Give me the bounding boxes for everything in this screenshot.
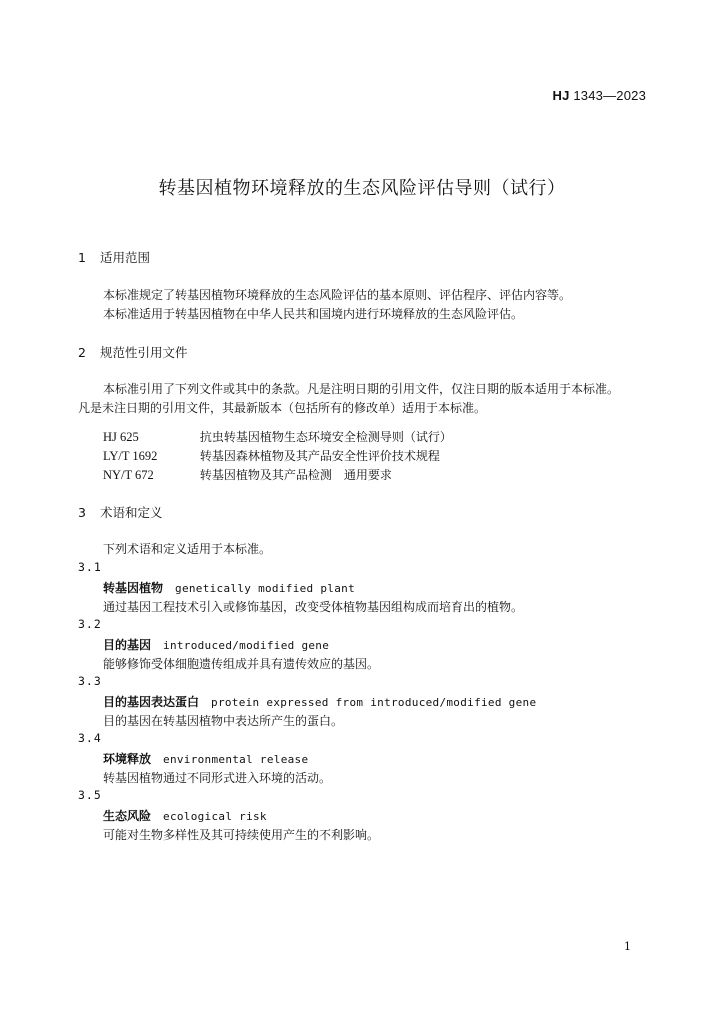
term-number: 3.1 bbox=[78, 560, 102, 574]
term-english: ecological risk bbox=[163, 810, 267, 823]
term-english: genetically modified plant bbox=[175, 582, 356, 595]
section-number: 1 bbox=[78, 250, 86, 265]
reference-title: 转基因植物及其产品检测 通用要求 bbox=[199, 468, 392, 482]
reference-title: 抗虫转基因植物生态环境安全检测导则（试行） bbox=[199, 430, 452, 444]
term-definition: 通过基因工程技术引入或修饰基因，改变受体植物基因组构成而培育出的植物。 bbox=[103, 600, 524, 614]
reference-code: LY/T 1692 bbox=[103, 449, 158, 463]
standard-code-prefix: HJ bbox=[552, 88, 570, 103]
term-definition: 目的基因在转基因植物中表达所产生的蛋白。 bbox=[103, 714, 344, 728]
term-english: environmental release bbox=[163, 753, 309, 766]
section-number: 2 bbox=[78, 345, 86, 360]
term-heading bbox=[103, 636, 329, 653]
section-3-intro: 下列术语和定义适用于本标准。 bbox=[103, 542, 272, 556]
section-1-heading bbox=[78, 248, 150, 266]
section-2-heading bbox=[78, 343, 188, 361]
term-number: 3.3 bbox=[78, 674, 102, 688]
reference-row bbox=[103, 428, 452, 445]
term-chinese: 生态风险 bbox=[103, 809, 152, 823]
term-chinese: 目的基因 bbox=[103, 638, 152, 652]
term-heading bbox=[103, 579, 355, 596]
term-english: introduced/modified gene bbox=[163, 639, 330, 652]
term-number: 3.4 bbox=[78, 731, 102, 745]
term-definition: 转基因植物通过不同形式进入环境的活动。 bbox=[103, 771, 332, 785]
section-3-heading bbox=[78, 503, 163, 521]
reference-code: NY/T 672 bbox=[103, 468, 154, 482]
document-title: 转基因植物环境释放的生态风险评估导则（试行） bbox=[158, 178, 566, 199]
standard-code bbox=[553, 88, 646, 103]
term-chinese: 环境释放 bbox=[103, 752, 152, 766]
term-number: 3.2 bbox=[78, 617, 102, 631]
reference-title: 转基因森林植物及其产品安全性评价技术规程 bbox=[199, 449, 440, 463]
term-number: 3.5 bbox=[78, 788, 102, 802]
reference-row bbox=[103, 466, 392, 483]
section-2-paragraph-line-2: 凡是未注日期的引用文件，其最新版本（包括所有的修改单）适用于本标准。 bbox=[78, 401, 487, 415]
term-chinese: 目的基因表达蛋白 bbox=[103, 695, 200, 709]
section-title: 术语和定义 bbox=[99, 505, 163, 520]
page-number: 1 bbox=[624, 940, 631, 953]
reference-code: HJ 625 bbox=[103, 430, 139, 444]
term-english: protein expressed from introduced/modified gene bbox=[211, 696, 537, 709]
section-title: 适用范围 bbox=[99, 250, 150, 265]
term-heading bbox=[103, 807, 267, 824]
term-heading bbox=[103, 693, 536, 710]
section-1-paragraph-2: 本标准适用于转基因植物在中华人民共和国境内进行环境释放的生态风险评估。 bbox=[103, 307, 524, 321]
section-title: 规范性引用文件 bbox=[99, 345, 188, 360]
standard-code-number: 1343—2023 bbox=[573, 88, 646, 103]
term-definition: 可能对生物多样性及其可持续使用产生的不利影响。 bbox=[103, 828, 380, 842]
section-number: 3 bbox=[78, 505, 86, 520]
section-2-paragraph-line-1: 本标准引用了下列文件或其中的条款。凡是注明日期的引用文件，仅注日期的版本适用于本标准。 bbox=[103, 382, 620, 396]
term-chinese: 转基因植物 bbox=[103, 581, 164, 595]
section-1-paragraph-1: 本标准规定了转基因植物环境释放的生态风险评估的基本原则、评估程序、评估内容等。 bbox=[103, 288, 572, 302]
term-heading bbox=[103, 750, 308, 767]
reference-row bbox=[103, 447, 440, 464]
term-definition: 能够修饰受体细胞遗传组成并具有遗传效应的基因。 bbox=[103, 657, 380, 671]
